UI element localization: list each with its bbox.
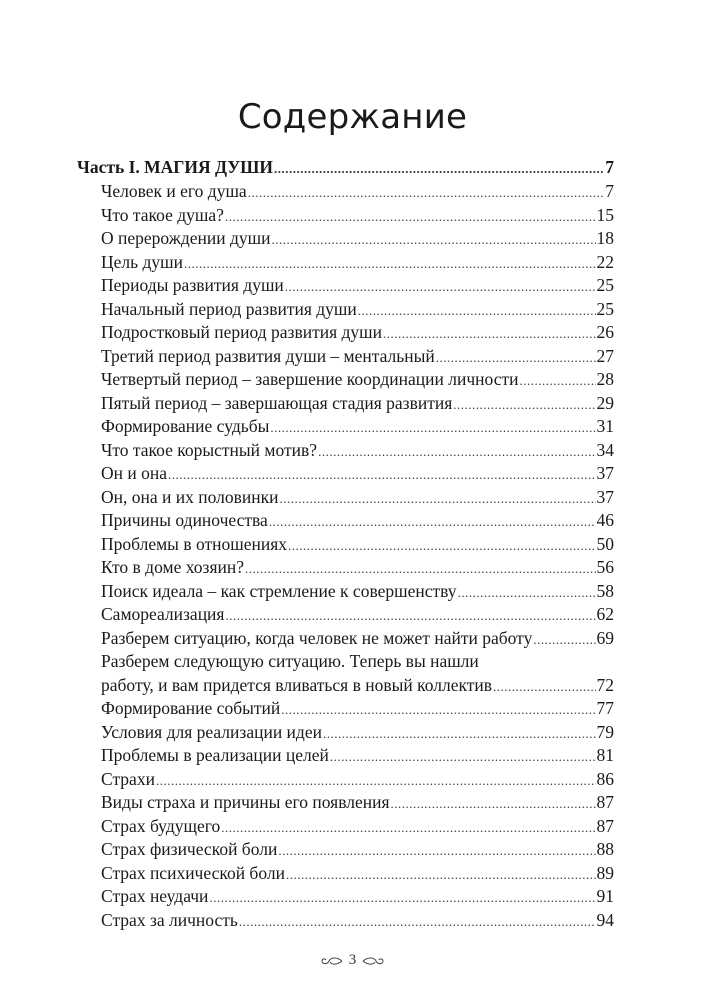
dot-leader xyxy=(278,839,595,863)
dot-leader xyxy=(436,346,596,370)
toc-page-number: 79 xyxy=(596,721,614,742)
toc-entry-label: Виды страха и причины его появления xyxy=(101,792,390,812)
toc-entry-label: Кто в доме хозяин? xyxy=(101,557,245,577)
dot-leader xyxy=(225,205,596,229)
dot-leader xyxy=(184,252,596,276)
toc-page-number: 56 xyxy=(596,557,614,577)
toc-page-number: 46 xyxy=(596,510,614,530)
toc-entry[interactable] xyxy=(77,791,614,815)
toc-page-number: 62 xyxy=(596,604,614,624)
toc-entry[interactable] xyxy=(77,509,614,533)
toc-entry-label: Страх будущего xyxy=(101,815,221,836)
dot-leader xyxy=(285,275,596,299)
toc-page-number: 25 xyxy=(596,298,614,319)
toc-entry-label: Причины одиночества xyxy=(101,510,268,530)
toc-page-number: 77 xyxy=(596,698,614,718)
toc-entry[interactable] xyxy=(77,885,614,909)
dot-leader xyxy=(270,416,595,440)
dot-leader xyxy=(245,557,595,581)
toc-page-number: 69 xyxy=(596,627,614,648)
toc-page-number: 58 xyxy=(596,580,614,601)
toc-entry-label: работу, и вам придется вливаться в новый коллектив xyxy=(101,674,493,695)
toc-page-number: 88 xyxy=(596,839,614,859)
toc-page-number: 29 xyxy=(596,392,614,413)
dot-leader xyxy=(288,534,595,558)
toc-entry-label: Формирование событий xyxy=(101,698,281,718)
toc-entry-label: Страх за личность xyxy=(101,909,238,930)
toc-entry[interactable] xyxy=(77,721,614,745)
toc-entry-label: Самореализация xyxy=(101,604,225,624)
toc-entry[interactable] xyxy=(77,180,614,204)
dot-leader xyxy=(323,722,596,746)
toc-entry-first-line[interactable] xyxy=(77,650,614,674)
toc-page-number: 7 xyxy=(605,181,614,201)
toc-entry[interactable] xyxy=(77,204,614,228)
toc-entry-label: Третий период развития души – ментальный xyxy=(101,345,435,366)
toc-page-number: 31 xyxy=(596,416,614,436)
dot-leader xyxy=(209,886,595,910)
toc-page-number: 22 xyxy=(596,251,614,272)
toc-entry-label: Пятый период – завершающая стадия развития xyxy=(101,392,453,413)
toc-entry[interactable] xyxy=(77,838,614,862)
toc-entry-label: Разберем ситуацию, когда человек не может найти работу xyxy=(101,627,533,648)
dot-leader xyxy=(453,393,595,417)
dot-leader xyxy=(168,463,595,487)
toc-page-number: 72 xyxy=(596,674,614,695)
toc-entry-label: Часть I. МАГИЯ ДУШИ xyxy=(77,157,273,177)
page-footer xyxy=(0,952,705,969)
toc-entry-label: Что такое душа? xyxy=(101,204,224,225)
toc-page-number: 34 xyxy=(596,439,614,460)
dot-leader xyxy=(318,440,595,464)
dot-leader xyxy=(271,228,595,252)
toc-entry[interactable] xyxy=(77,439,614,463)
toc-entry-label: Страх физической боли xyxy=(101,839,278,859)
toc-entry[interactable] xyxy=(77,251,614,275)
dot-leader xyxy=(533,628,595,652)
toc-entry[interactable] xyxy=(77,580,614,604)
toc-page-number: 91 xyxy=(596,886,614,906)
toc-entry[interactable] xyxy=(77,627,614,651)
toc-page-number: 7 xyxy=(605,157,614,177)
toc-page-number: 37 xyxy=(596,486,614,507)
toc-part-heading[interactable] xyxy=(77,155,614,180)
toc-entry-label: Начальный период развития души xyxy=(101,298,357,319)
toc-entry-label: Страхи xyxy=(101,768,155,789)
toc-page-number: 87 xyxy=(596,792,614,812)
toc-entry-label: Страх неудачи xyxy=(101,886,209,906)
toc-entry[interactable] xyxy=(77,674,614,698)
dot-leader xyxy=(248,181,605,205)
toc-entry[interactable] xyxy=(77,486,614,510)
toc-page-number: 28 xyxy=(596,369,614,389)
dot-leader xyxy=(279,487,595,511)
dot-leader xyxy=(520,369,596,393)
toc-entry[interactable] xyxy=(77,744,614,768)
toc-page-number: 87 xyxy=(596,815,614,836)
dot-leader xyxy=(358,299,596,323)
toc-entry[interactable] xyxy=(77,345,614,369)
toc-page-number: 18 xyxy=(596,228,614,248)
dot-leader xyxy=(269,510,596,534)
toc-page-number: 50 xyxy=(596,533,614,554)
toc-entry-label: Разберем следующую ситуацию. Теперь вы нашли xyxy=(101,651,479,671)
toc-entry-label: Проблемы в реализации целей xyxy=(101,745,329,765)
toc-entry[interactable] xyxy=(77,697,614,721)
toc-entry-label: Четвертый период – завершение координации личности xyxy=(101,369,519,389)
toc-entry-label: Человек и его душа xyxy=(101,181,247,201)
dot-leader xyxy=(281,698,595,722)
dot-leader xyxy=(156,769,596,793)
toc-entry[interactable] xyxy=(77,533,614,557)
dot-leader xyxy=(225,604,595,628)
toc-entry-label: Периоды развития души xyxy=(101,275,284,295)
toc-entry-label: Страх психической боли xyxy=(101,862,285,883)
page-title: Содержание xyxy=(237,96,468,137)
ornament-left-icon xyxy=(319,956,343,966)
toc-entry-label: Он и она xyxy=(101,463,168,483)
toc-page-number: 86 xyxy=(596,768,614,789)
toc-entry[interactable] xyxy=(77,556,614,580)
toc-page-number: 25 xyxy=(596,275,614,295)
toc-entry[interactable] xyxy=(77,862,614,886)
toc-page-number: 89 xyxy=(596,862,614,883)
toc-entry[interactable] xyxy=(77,227,614,251)
toc-entry[interactable] xyxy=(77,368,614,392)
toc-entry-label: Условия для реализации идеи xyxy=(101,721,322,742)
toc-page-number: 26 xyxy=(596,322,614,342)
dot-leader xyxy=(239,910,596,934)
toc-entry[interactable] xyxy=(77,415,614,439)
toc-page-number: 15 xyxy=(596,204,614,225)
toc-entry[interactable] xyxy=(77,603,614,627)
toc-entry-label: Что такое корыстный мотив? xyxy=(101,439,318,460)
ornament-right-icon xyxy=(362,956,386,966)
toc-entry[interactable] xyxy=(77,298,614,322)
toc-entry[interactable] xyxy=(77,274,614,298)
dot-leader xyxy=(493,675,595,699)
toc-page-number: 94 xyxy=(596,909,614,930)
toc-entry-label: Поиск идеала – как стремление к совершенству xyxy=(101,580,457,601)
toc-entry[interactable] xyxy=(77,909,614,933)
toc-page-number: 27 xyxy=(596,345,614,366)
toc-entry-label: О перерождении души xyxy=(101,228,271,248)
toc-entry-label: Подростковый период развития души xyxy=(101,322,383,342)
dot-leader xyxy=(383,322,595,346)
dot-leader xyxy=(274,156,604,181)
dot-leader xyxy=(286,863,596,887)
toc-page-number: 37 xyxy=(596,463,614,483)
toc-entry[interactable] xyxy=(77,462,614,486)
toc-entry-label: Проблемы в отношениях xyxy=(101,533,288,554)
toc-entry[interactable] xyxy=(77,321,614,345)
toc-entry[interactable] xyxy=(77,392,614,416)
dot-leader xyxy=(330,745,596,769)
toc-entry-label: Цель души xyxy=(101,251,183,272)
toc-entry[interactable] xyxy=(77,815,614,839)
toc-entry-label: Он, она и их половинки xyxy=(101,486,279,507)
dot-leader xyxy=(458,581,596,605)
page-number: 3 xyxy=(348,952,357,968)
toc-entry[interactable] xyxy=(77,768,614,792)
toc-entry-label: Формирование судьбы xyxy=(101,416,270,436)
dot-leader xyxy=(391,792,596,816)
table-of-contents xyxy=(77,155,614,932)
dot-leader xyxy=(221,816,595,840)
toc-page-number: 81 xyxy=(596,745,614,765)
